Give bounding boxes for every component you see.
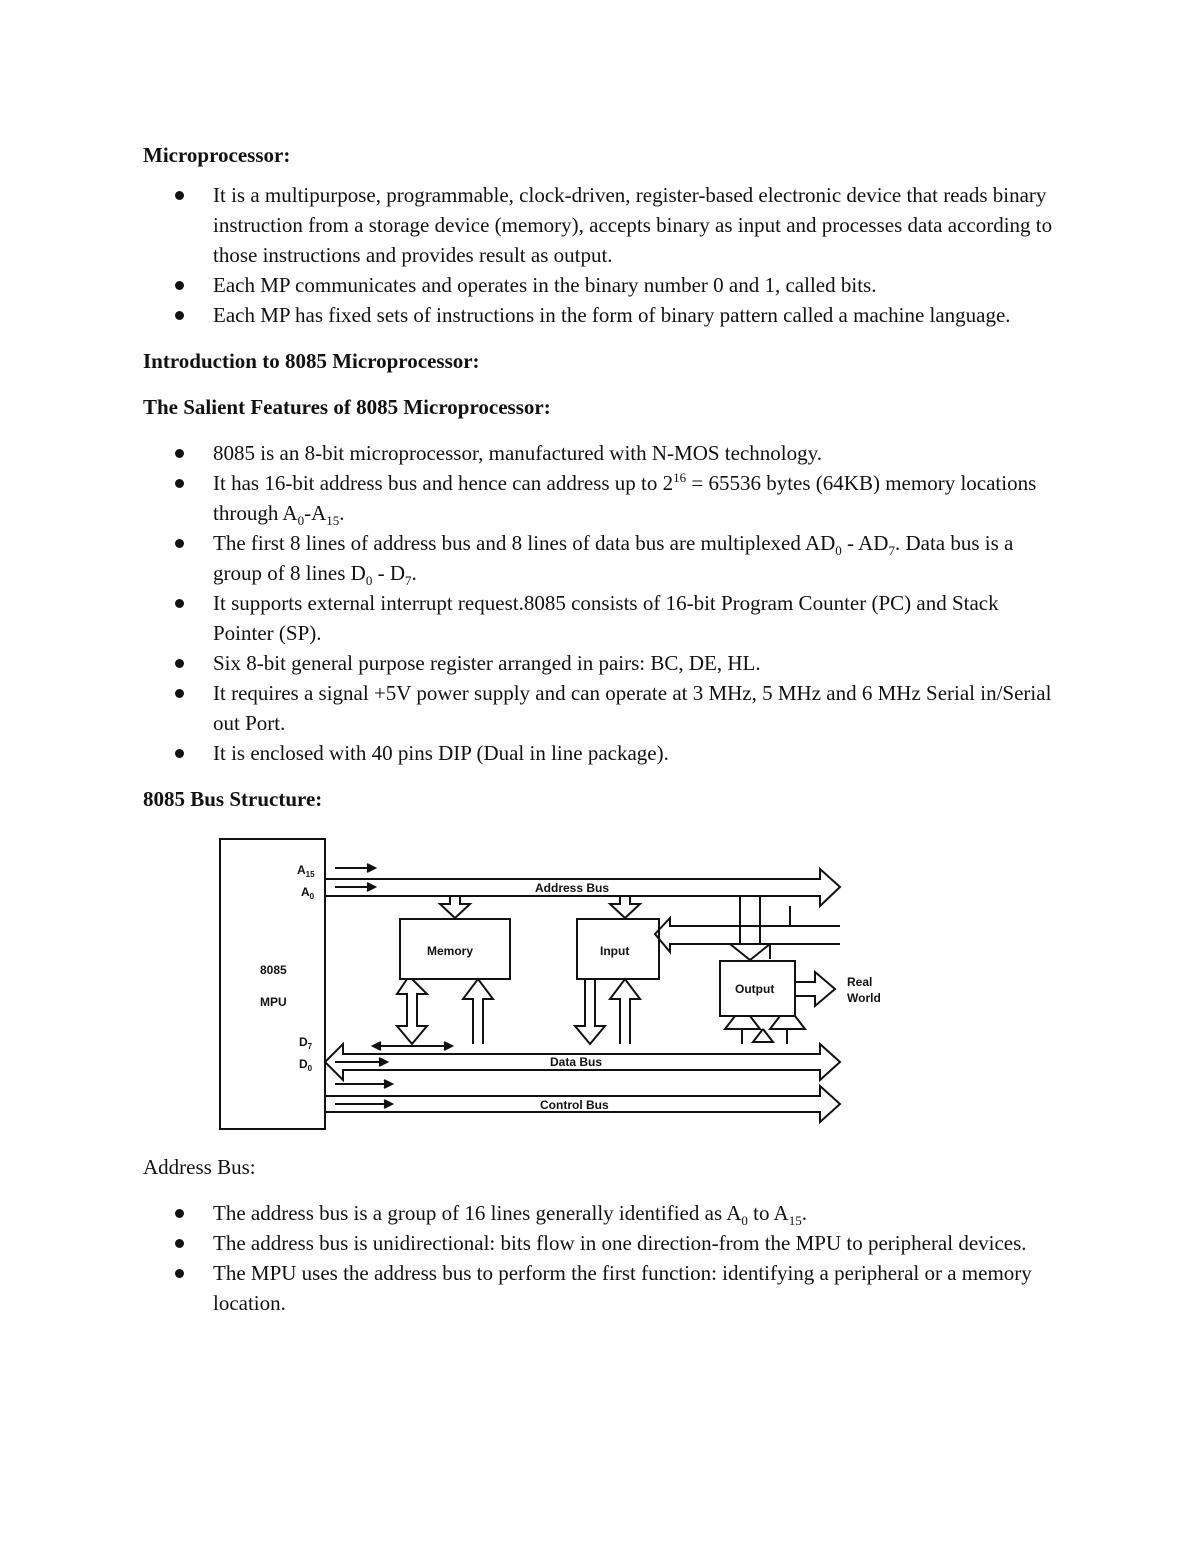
list-item: It requires a signal +5V power supply and can operate at 3 MHz, 5 MHz and 6 MHz Serial in/Serial out Port. (143, 678, 1063, 738)
address-to-output-arrow (730, 896, 770, 960)
a15-label: $A_{15}$ (297, 863, 315, 879)
input-to-data-arrow (575, 979, 605, 1044)
document-content (143, 140, 1063, 1318)
output-data-arrow-2 (753, 1029, 773, 1042)
mpu-label-line2: MPU (260, 995, 287, 1009)
microprocessor-list (143, 180, 1063, 330)
intro-8085-heading: Introduction to 8085 Microprocessor: (143, 349, 480, 373)
bus-diagram-svg (215, 834, 915, 1134)
address-to-memory-arrow (440, 896, 470, 918)
microprocessor-heading: Microprocessor: (143, 143, 291, 167)
address-bus-list (143, 1198, 1063, 1318)
output-to-real-world-arrow (795, 972, 835, 1006)
output-data-arrow-3 (770, 1016, 805, 1029)
d0-label: $D_0$ (299, 1057, 313, 1073)
memory-label: Memory (427, 944, 474, 958)
list-item: It is enclosed with 40 pins DIP (Dual in line package). (143, 738, 1063, 768)
salient-features-heading: The Salient Features of 8085 Microprocessor: (143, 395, 551, 419)
list-item: It has 16-bit address bus and hence can address up to $2^{16} = 65536$ bytes (64KB) memory locations through $A_0-A_{15}$. (143, 468, 1063, 528)
a0-label: $A_0$ (301, 885, 315, 901)
list-item: It is a multipurpose, programmable, clock-driven, register-based electronic device that reads binary instruction from a storage device (memory), accepts binary as input and processes data according to those instructions and provides result as output. (143, 180, 1063, 270)
list-item: The address bus is unidirectional: bits flow in one direction-from the MPU to peripheral devices. (143, 1228, 1063, 1258)
output-data-arrow-1 (725, 1016, 760, 1029)
mpu-label-line1: 8085 (260, 963, 287, 977)
bus-structure-heading: 8085 Bus Structure: (143, 787, 323, 811)
features-list (143, 438, 1063, 768)
list-item: The first 8 lines of address bus and 8 lines of data bus are multiplexed $AD_0 - AD_7$. Data bus is a group of 8 lines $D_0 - D_7$. (143, 528, 1063, 588)
output-label: Output (735, 982, 775, 996)
address-bus-heading: Address Bus: (143, 1155, 256, 1179)
input-label: Input (600, 944, 630, 958)
data-bus-label: Data Bus (550, 1055, 603, 1069)
list-item: Each MP communicates and operates in the binary number 0 and 1, called bits. (143, 270, 1063, 300)
d7-label: $D_7$ (299, 1035, 313, 1051)
data-to-input-arrow (610, 979, 640, 1044)
list-item: Each MP has fixed sets of instructions in the form of binary pattern called a machine language. (143, 300, 1063, 330)
data-to-memory-arrow (463, 979, 493, 1044)
memory-data-bidir-arrow (397, 979, 427, 1044)
address-to-input-arrow (610, 896, 640, 918)
list-item: Six 8-bit general purpose register arranged in pairs: BC, DE, HL. (143, 648, 1063, 678)
list-item: The address bus is a group of 16 lines generally identified as $A_0$ to $A_{15}$. (143, 1198, 1063, 1228)
world-label: World (847, 991, 881, 1005)
list-item: It supports external interrupt request.8085 consists of 16-bit Program Counter (PC) and Stack Pointer (SP). (143, 588, 1063, 648)
address-bus-label: Address Bus (535, 881, 610, 895)
control-bus-label: Control Bus (540, 1098, 609, 1112)
external-to-input-arrow (655, 918, 840, 952)
real-label: Real (847, 975, 873, 989)
list-item: 8085 is an 8-bit microprocessor, manufactured with N-MOS technology. (143, 438, 1063, 468)
bus-structure-diagram (215, 834, 915, 1134)
list-item: The MPU uses the address bus to perform the first function: identifying a peripheral or a memory location. (143, 1258, 1063, 1318)
mpu-box (220, 839, 325, 1129)
